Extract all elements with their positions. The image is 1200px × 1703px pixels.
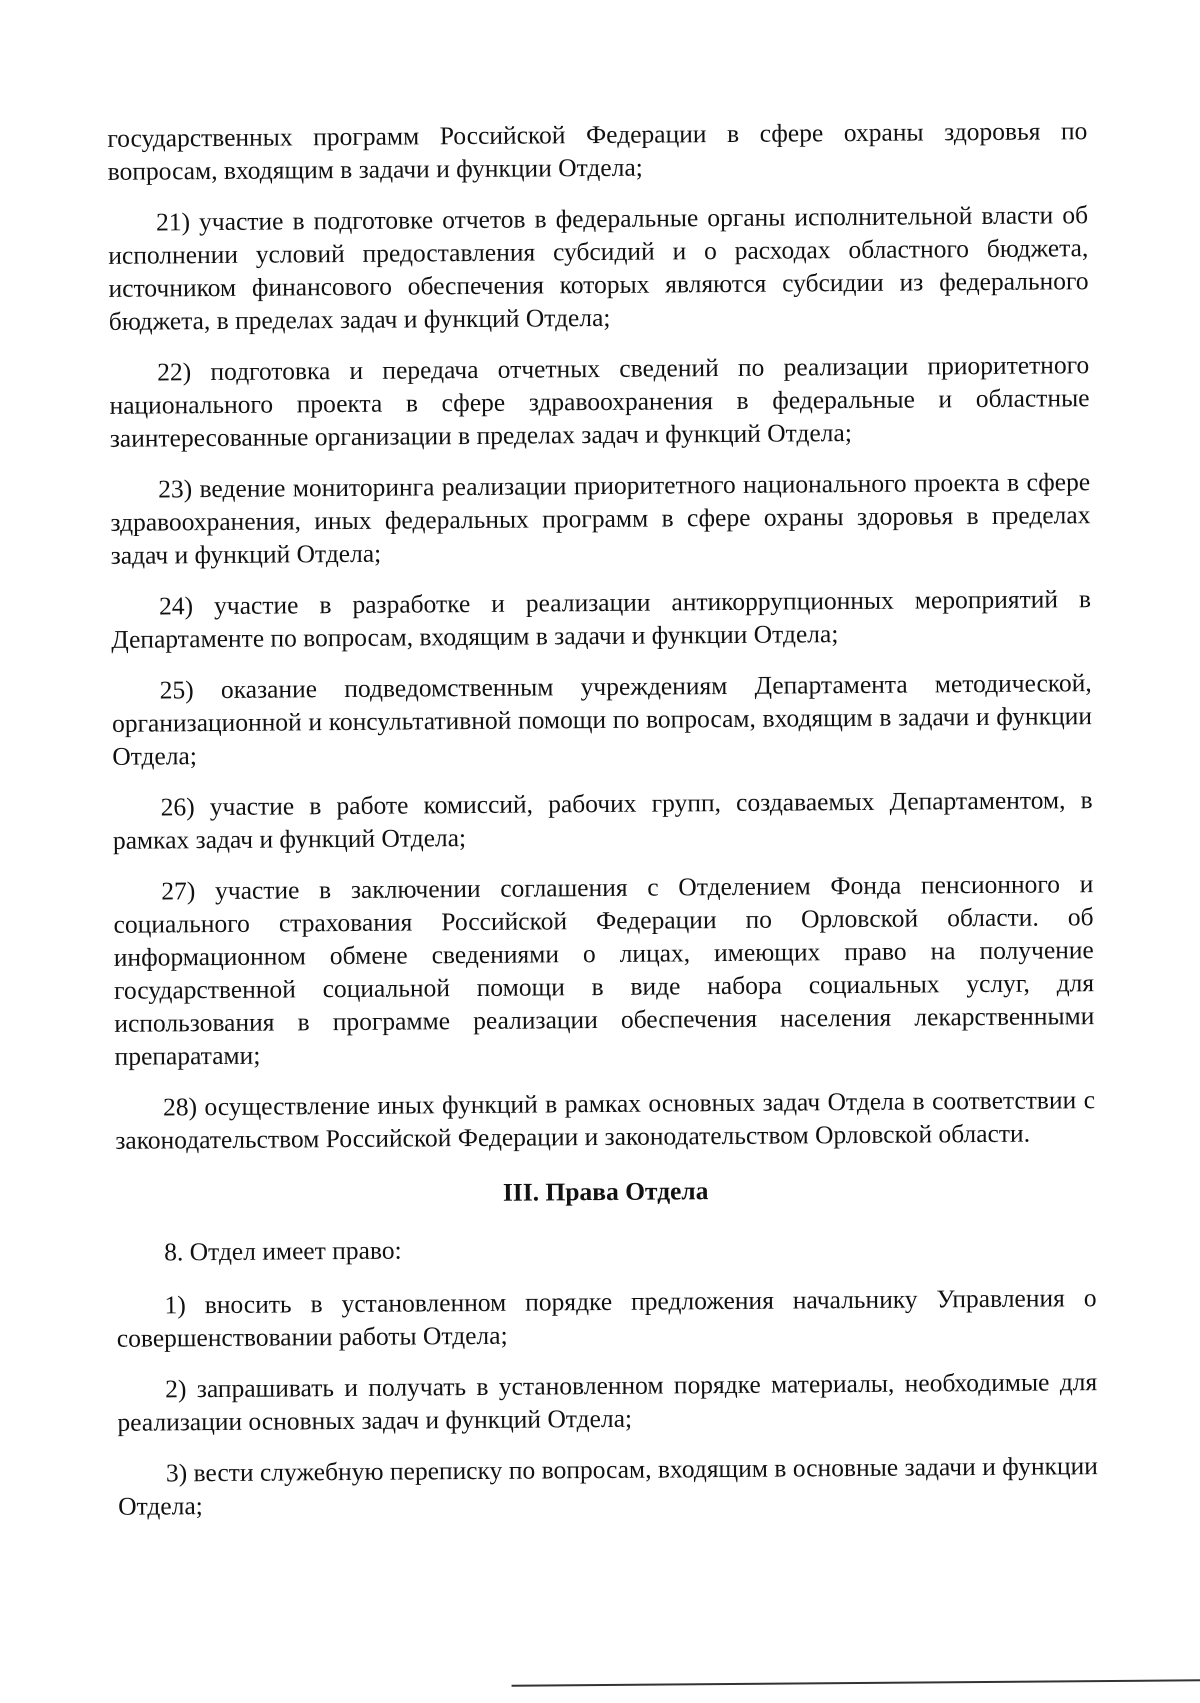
rights-item-1: 1) вносить в установленном порядке предложения начальнику Управления о совершенствовании работы Отдела;: [116, 1283, 1097, 1353]
list-item-25: 25) оказание подведомственным учреждениям Департамента методической, организационной и консультативной помощи по вопросам, входящим в задачи и функции Отдела;: [111, 668, 1093, 771]
list-item-21: 21) участие в подготовке отчетов в федеральные органы исполнительной власти об исполнении условий предоставления субсидий и о расходах областного бюджета, источником финансового обеспечения которых являются субсидии из федерального бюджета, в пределах задач и функций Отдела;: [108, 200, 1089, 336]
footer-rule: [512, 1679, 1200, 1686]
list-item-23: 23) ведение мониторинга реализации приоритетного национального проекта в сфере здравоохранения, иных федеральных программ в сфере охраны здоровья в пределах задач и функций Отдела;: [110, 467, 1091, 570]
rights-intro: 8. Отдел имеет право:: [164, 1235, 402, 1267]
document-body: [107, 114, 1098, 1541]
paragraph-continuation: государственных программ Российской Федерации в сфере охраны здоровья по вопросам, входящим в задачи и функции Отдела;: [107, 116, 1088, 186]
list-item-26: 26) участие в работе комиссий, рабочих групп, создаваемых Департаментом, в рамках задач и функций Отдела;: [112, 785, 1093, 855]
section-heading: III. Права Отдела: [502, 1176, 709, 1207]
rights-item-2: 2) запрашивать и получать в установленном порядке материалы, необходимые для реализации основных задач и функций Отдела;: [117, 1367, 1098, 1437]
list-item-28: 28) осуществление иных функций в рамках основных задач Отдела в соответствии с законодательством Российской Федерации и законодательством Орловской области.: [115, 1085, 1096, 1155]
list-item-22: 22) подготовка и передача отчетных сведений по реализации приоритетного национального проекта в сфере здравоохранения в федеральные и областные заинтересованные организации в пределах задач и функций Отдела;: [109, 350, 1090, 453]
list-item-27: 27) участие в заключении соглашения с Отделением Фонда пенсионного и социального страхования Российской Федерации по Орловской области. об информационном обмене сведениями о лицах, имеющих право на получение государственной социальной помощи в виде набора социальных услуг, для использования в программе реализации обеспечения населения лекарственными препаратами;: [113, 869, 1095, 1071]
list-item-24: 24) участие в разработке и реализации антикоррупционных мероприятий в Департаменте по вопросам, входящим в задачи и функции Отдела;: [111, 584, 1092, 654]
rights-item-3: 3) вести служебную переписку по вопросам, входящим в основные задачи и функции Отдела;: [118, 1451, 1098, 1521]
